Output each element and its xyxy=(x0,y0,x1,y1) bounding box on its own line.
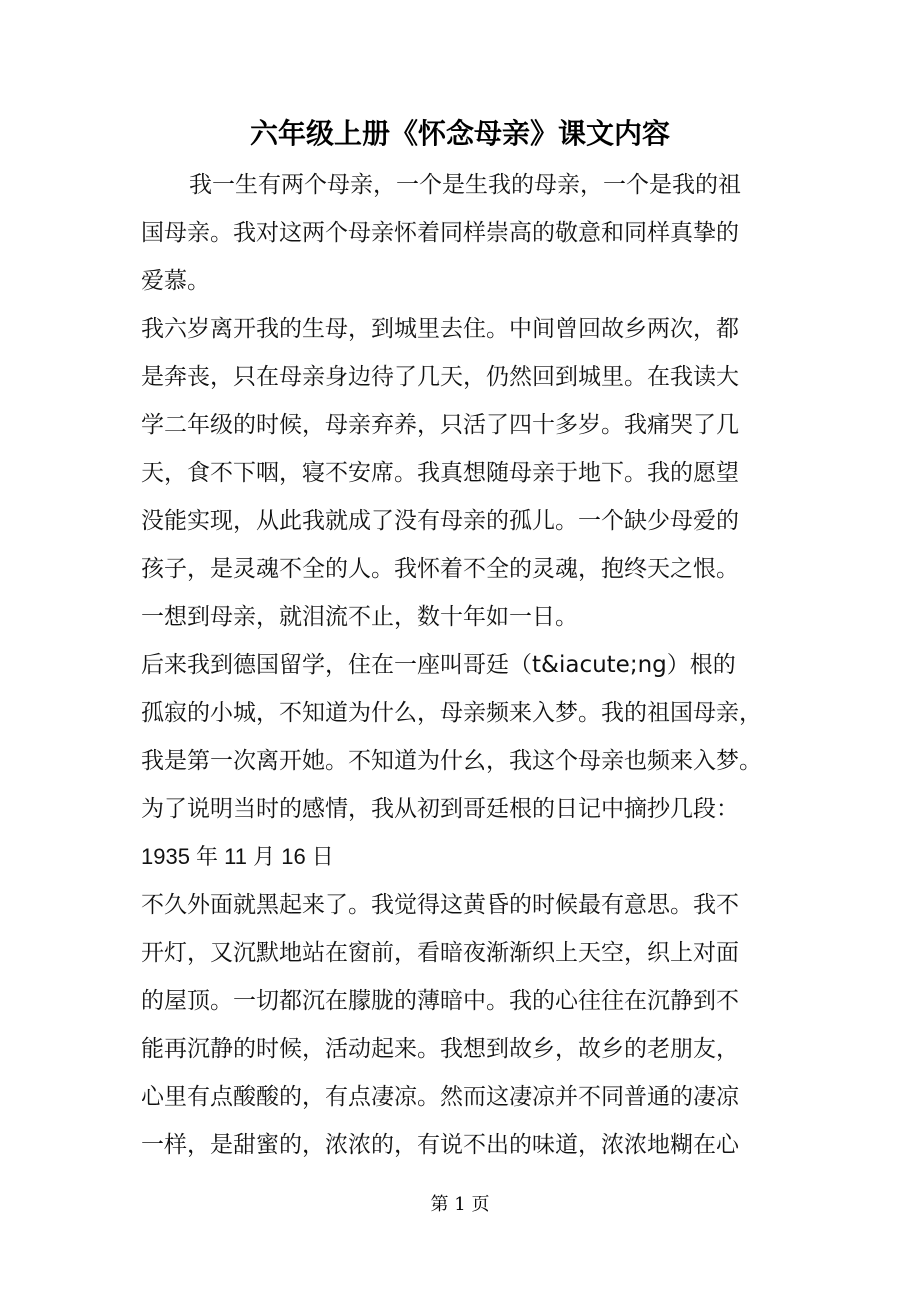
text-line: 孩子，是灵魂不全的人。我怀着不全的灵魂，抱终天之恨。 xyxy=(141,556,739,582)
text-line: 孤寂的小城，不知道为什么，母亲频来入梦。我的祖国母亲， xyxy=(141,700,762,726)
text-line: 我是第一次离开她。不知道为什幺，我这个母亲也频来入梦。 xyxy=(141,748,762,774)
text-line: 国母亲。我对这两个母亲怀着同样崇高的敬意和同样真挚的 xyxy=(141,220,739,246)
text-line: 不久外面就黑起来了。我觉得这黄昏的时候最有意思。我不 xyxy=(141,892,739,918)
text-line: 我一生有两个母亲，一个是生我的母亲，一个是我的祖 xyxy=(189,172,741,198)
text-line: 为了说明当时的感情，我从初到哥廷根的日记中摘抄几段： xyxy=(141,796,739,822)
text-line: 后来我到德国留学，住在一座叫哥廷（t&iacute;ng）根的 xyxy=(141,652,736,678)
document-title: 六年级上册《怀念母亲》课文内容 xyxy=(249,117,670,150)
text-line: 一样，是甜蜜的，浓浓的，有说不出的味道，浓浓地糊在心 xyxy=(141,1132,739,1158)
text-line: 的屋顶。一切都沉在朦胧的薄暗中。我的心往往在沉静到不 xyxy=(141,988,739,1014)
text-line: 没能实现，从此我就成了没有母亲的孤儿。一个缺少母爱的 xyxy=(141,508,739,534)
text-line: 开灯，又沉默地站在窗前，看暗夜渐渐织上天空，织上对面 xyxy=(141,940,739,966)
date-line: 1935 年 11 月 16 日 xyxy=(141,844,334,869)
text-line: 我六岁离开我的生母，到城里去住。中间曾回故乡两次，都 xyxy=(141,316,739,342)
text-line: 是奔丧，只在母亲身边待了几天，仍然回到城里。在我读大 xyxy=(141,364,739,390)
page-number: 第 1 页 xyxy=(430,1194,490,1215)
text-line: 一想到母亲，就泪流不止，数十年如一日。 xyxy=(141,604,578,630)
text-line: 爱慕。 xyxy=(141,268,210,294)
text-line: 心里有点酸酸的，有点凄凉。然而这凄凉并不同普通的凄凉 xyxy=(141,1084,739,1110)
text-line: 能再沉静的时候，活动起来。我想到故乡，故乡的老朋友， xyxy=(141,1036,739,1062)
text-line: 天，食不下咽，寝不安席。我真想随母亲于地下。我的愿望 xyxy=(141,460,739,486)
text-line: 学二年级的时候，母亲弃养，只活了四十多岁。我痛哭了几 xyxy=(141,412,739,438)
